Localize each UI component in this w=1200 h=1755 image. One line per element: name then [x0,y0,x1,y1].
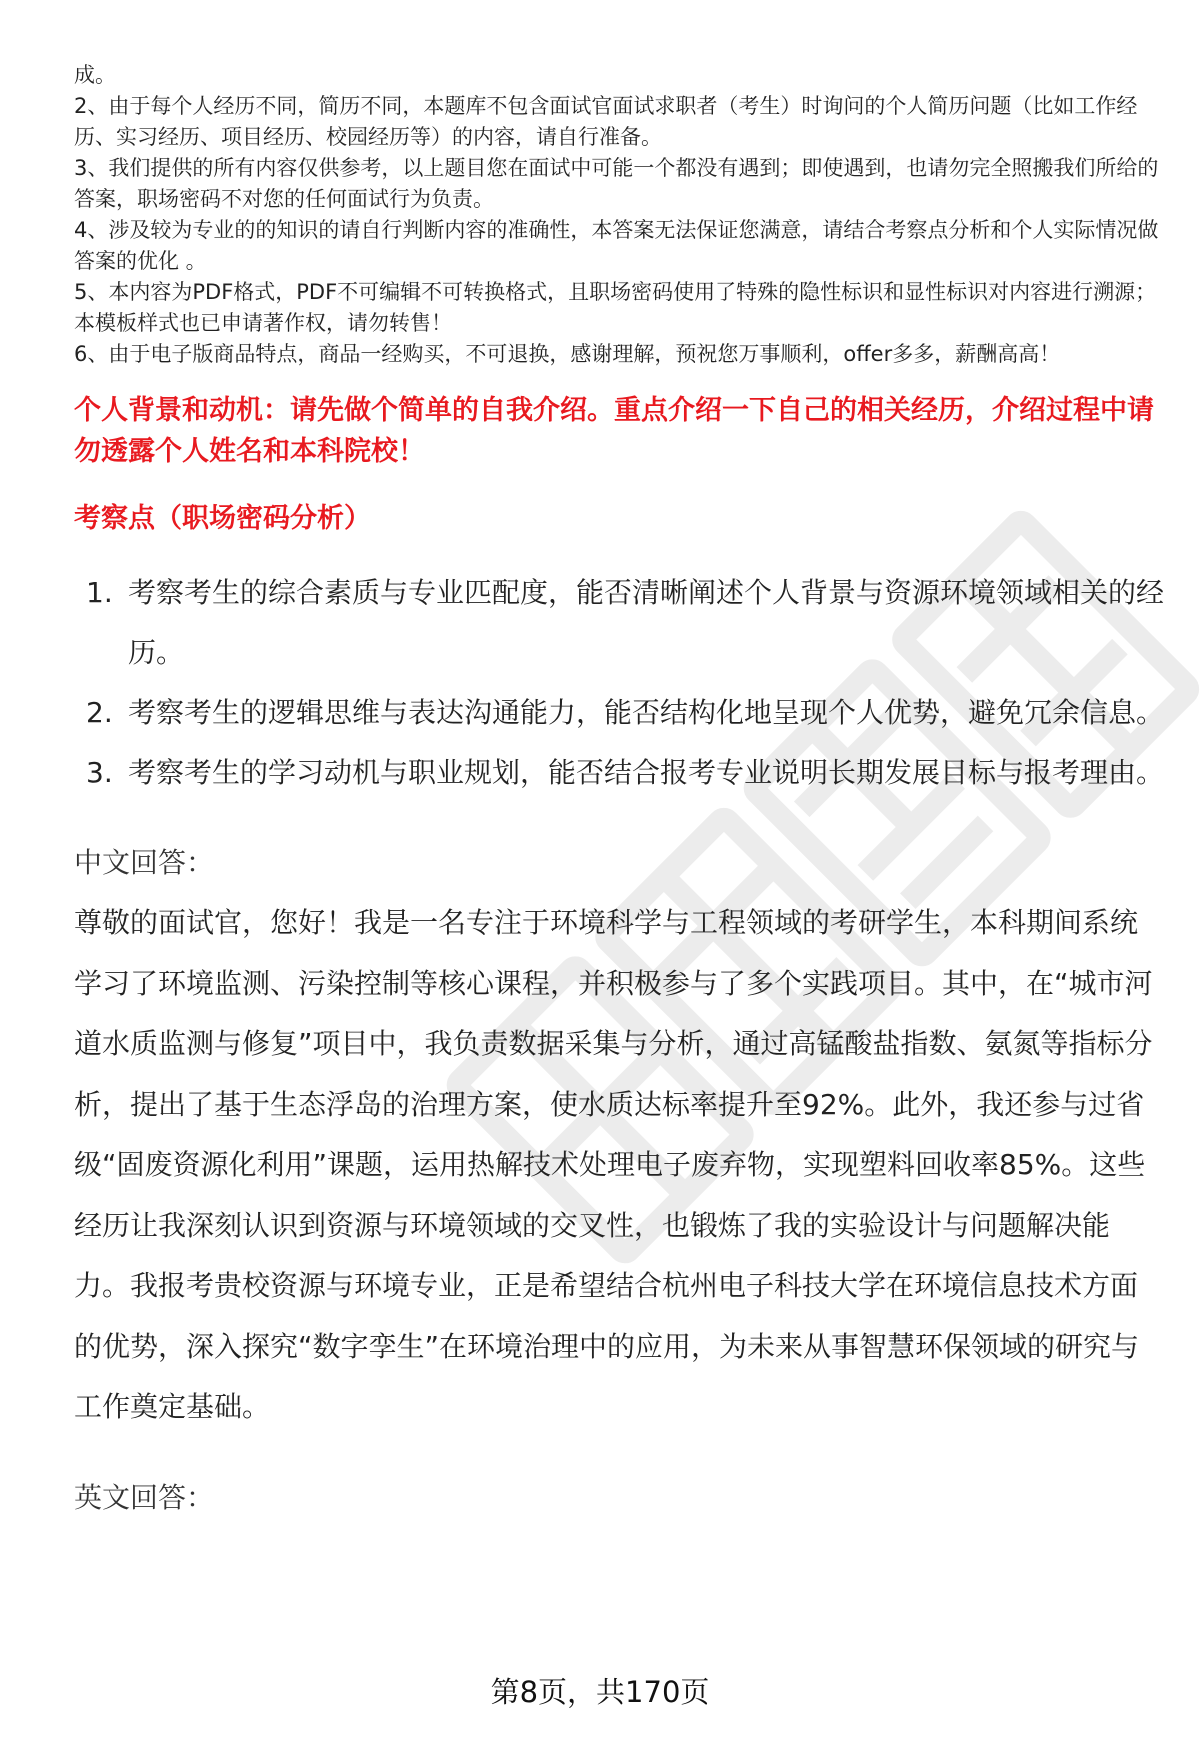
exam-point-text: 考察考生的学习动机与职业规划，能否结合报考专业说明长期发展目标与报考理由。 [128,756,1165,789]
content-area [74,60,1164,1528]
exam-points-list [74,563,1164,803]
exam-point-number: 1. [86,576,113,609]
notes-section [74,60,1164,370]
question-title: 个人背景和动机：请先做个简单的自我介绍。重点介绍一下自己的相关经历，介绍过程中请勿透露个人姓名和本科院校！ [74,395,1154,467]
note-line: 3、我们提供的所有内容仅供参考，以上题目您在面试中可能一个都没有遇到；即使遇到，也请勿完全照搬我们所给的答案，职场密码不对您的任何面试行为负责。 [74,156,1159,211]
exam-point-number: 3. [86,756,113,789]
note-line: 5、本内容为PDF格式，PDF不可编辑不可转换格式，且职场密码使用了特殊的隐性标识和显性标识对内容进行溯源；本模板样式也已申请著作权，请勿转售！ [74,280,1157,335]
chinese-answer-text: 尊敬的面试官，您好！我是一名专注于环境科学与工程领域的考研学生，本科期间系统学习了环境监测、污染控制等核心课程，并积极参与了多个实践项目。其中，在“城市河道水质监测与修复”项目中，我负责数据采集与分析，通过高锰酸盐指数、氨氮等指标分析，提出了基于生态浮岛的治理方案，使水质达标率提升至92%。此外，我还参与过省级“固废资源化利用”课题，运用热解技术处理电子废弃物，实现塑料回收率85%。这些经历让我深刻认识到资源与环境领域的交叉性，也锻炼了我的实验设计与问题解决能力。我报考贵校资源与环境专业，正是希望结合杭州电子科技大学在环境信息技术方面的优势，深入探究“数字孪生”在环境治理中的应用，为未来从事智慧环保领域的研究与工作奠定基础。 [74,906,1153,1423]
note-line: 2、由于每个人经历不同，简历不同，本题库不包含面试官面试求职者（考生）时询问的个人简历问题（比如工作经历、实习经历、项目经历、校园经历等）的内容，请自行准备。 [74,94,1138,149]
exam-point-number: 2. [86,696,113,729]
exam-point-item [74,683,1164,743]
note-line: 6、由于电子版商品特点，商品一经购买，不可退换，感谢理解，预祝您万事顺利，offer多多，薪酬高高！ [74,342,1061,366]
note-line: 成。 [74,63,116,87]
chinese-answer-label: 中文回答： [74,846,215,879]
page-number-footer: 第8页，共170页 [490,1675,710,1709]
exam-point-item [74,563,1164,683]
exam-point-text: 考察考生的逻辑思维与表达沟通能力，能否结构化地呈现个人优势，避免冗余信息。 [128,696,1165,729]
english-answer-label: 英文回答： [74,1480,215,1514]
exam-point-text: 考察考生的综合素质与专业匹配度，能否清晰阐述个人背景与资源环境领域相关的经历。 [128,576,1165,669]
note-line: 4、涉及较为专业的的知识的请自行判断内容的准确性，本答案无法保证您满意，请结合考察点分析和个人实际情况做答案的优化 。 [74,218,1159,273]
exam-point-item [74,743,1164,803]
exam-points-title: 考察点（职场密码分析） [74,503,371,534]
